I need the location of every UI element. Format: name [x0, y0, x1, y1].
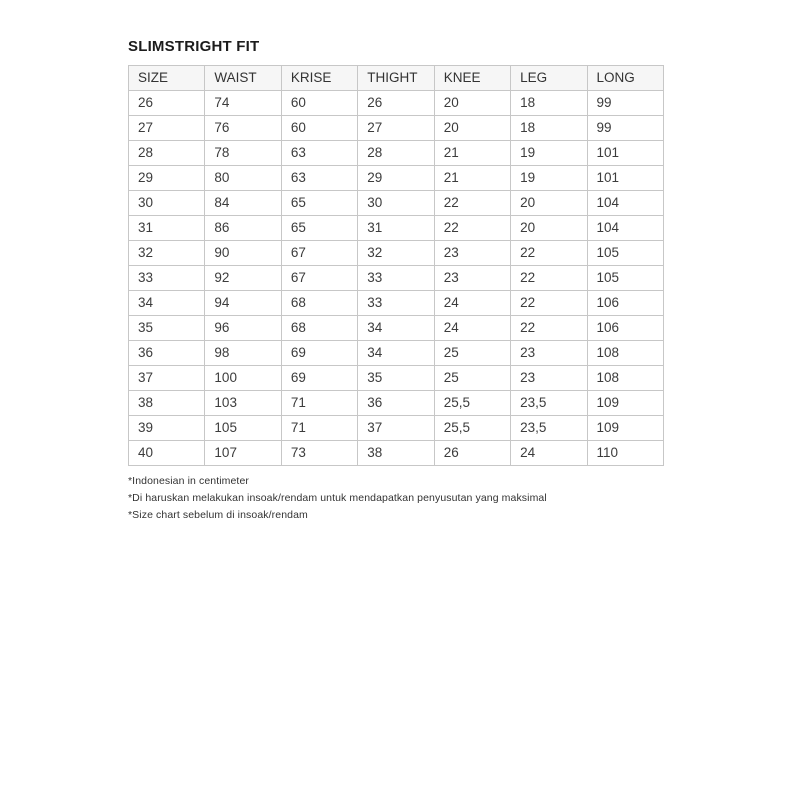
- table-cell: 36: [129, 341, 205, 366]
- table-row: [129, 166, 664, 191]
- table-row: [129, 241, 664, 266]
- table-cell: 99: [587, 116, 663, 141]
- table-row: [129, 441, 664, 466]
- table-row: [129, 266, 664, 291]
- table-cell: 99: [587, 91, 663, 116]
- table-cell: 27: [129, 116, 205, 141]
- table-cell: 68: [281, 291, 357, 316]
- table-cell: 106: [587, 291, 663, 316]
- table-row: [129, 391, 664, 416]
- footnote-units: *Indonesian in centimeter: [128, 475, 249, 487]
- table-cell: 33: [358, 291, 434, 316]
- table-cell: 26: [358, 91, 434, 116]
- table-header: [129, 66, 664, 91]
- table-row: [129, 91, 664, 116]
- table-cell: 67: [281, 241, 357, 266]
- table-cell: 39: [129, 416, 205, 441]
- table-cell: 60: [281, 91, 357, 116]
- table-cell: 100: [205, 366, 281, 391]
- table-cell: 92: [205, 266, 281, 291]
- table-cell: 108: [587, 366, 663, 391]
- table-cell: 21: [434, 166, 510, 191]
- table-cell: 104: [587, 216, 663, 241]
- table-cell: 108: [587, 341, 663, 366]
- table-cell: 69: [281, 366, 357, 391]
- table-cell: 90: [205, 241, 281, 266]
- table-cell: 20: [434, 116, 510, 141]
- table-cell: 105: [587, 241, 663, 266]
- table-cell: 101: [587, 141, 663, 166]
- table-cell: 109: [587, 416, 663, 441]
- table-cell: 24: [511, 441, 587, 466]
- column-header: SIZE: [129, 66, 205, 91]
- column-header: LONG: [587, 66, 663, 91]
- table-cell: 24: [434, 291, 510, 316]
- table-cell: 65: [281, 191, 357, 216]
- table-cell: 22: [511, 316, 587, 341]
- table-cell: 105: [587, 266, 663, 291]
- column-header: LEG: [511, 66, 587, 91]
- table-cell: 25,5: [434, 416, 510, 441]
- column-header: THIGHT: [358, 66, 434, 91]
- table-cell: 37: [129, 366, 205, 391]
- table-cell: 22: [511, 241, 587, 266]
- table-cell: 18: [511, 116, 587, 141]
- table-cell: 22: [434, 191, 510, 216]
- table-cell: 74: [205, 91, 281, 116]
- table-cell: 65: [281, 216, 357, 241]
- footnote-soak-instruction: *Di haruskan melakukan insoak/rendam untuk mendapatkan penyusutan yang maksimal: [128, 492, 547, 504]
- footnotes: [128, 475, 664, 521]
- table-cell: 106: [587, 316, 663, 341]
- table-cell: 25: [434, 366, 510, 391]
- table-cell: 35: [129, 316, 205, 341]
- table-cell: 40: [129, 441, 205, 466]
- table-cell: 96: [205, 316, 281, 341]
- table-cell: 18: [511, 91, 587, 116]
- table-cell: 109: [587, 391, 663, 416]
- table-cell: 25,5: [434, 391, 510, 416]
- column-header: WAIST: [205, 66, 281, 91]
- footnote-pre-soak: *Size chart sebelum di insoak/rendam: [128, 509, 308, 521]
- table-cell: 60: [281, 116, 357, 141]
- table-row: [129, 341, 664, 366]
- table-cell: 37: [358, 416, 434, 441]
- table-cell: 68: [281, 316, 357, 341]
- table-cell: 19: [511, 141, 587, 166]
- table-row: [129, 116, 664, 141]
- table-cell: 23: [434, 241, 510, 266]
- table-cell: 33: [129, 266, 205, 291]
- table-cell: 94: [205, 291, 281, 316]
- table-cell: 26: [129, 91, 205, 116]
- table-cell: 101: [587, 166, 663, 191]
- table-cell: 30: [358, 191, 434, 216]
- table-cell: 22: [434, 216, 510, 241]
- table-cell: 23: [434, 266, 510, 291]
- table-cell: 20: [434, 91, 510, 116]
- table-cell: 23: [511, 341, 587, 366]
- table-row: [129, 291, 664, 316]
- table-cell: 26: [434, 441, 510, 466]
- table-cell: 24: [434, 316, 510, 341]
- table-cell: 110: [587, 441, 663, 466]
- table-cell: 84: [205, 191, 281, 216]
- table-cell: 23,5: [511, 391, 587, 416]
- table-cell: 69: [281, 341, 357, 366]
- table-row: [129, 316, 664, 341]
- table-cell: 63: [281, 141, 357, 166]
- table-row: [129, 366, 664, 391]
- table-cell: 80: [205, 166, 281, 191]
- table-cell: 25: [434, 341, 510, 366]
- table-cell: 76: [205, 116, 281, 141]
- table-cell: 71: [281, 416, 357, 441]
- table-cell: 105: [205, 416, 281, 441]
- table-cell: 32: [129, 241, 205, 266]
- table-cell: 34: [358, 316, 434, 341]
- table-cell: 78: [205, 141, 281, 166]
- table-cell: 31: [358, 216, 434, 241]
- table-body: [129, 91, 664, 466]
- table-cell: 22: [511, 266, 587, 291]
- table-cell: 63: [281, 166, 357, 191]
- table-cell: 34: [129, 291, 205, 316]
- table-cell: 29: [129, 166, 205, 191]
- table-cell: 36: [358, 391, 434, 416]
- table-cell: 67: [281, 266, 357, 291]
- table-cell: 31: [129, 216, 205, 241]
- table-cell: 29: [358, 166, 434, 191]
- table-cell: 30: [129, 191, 205, 216]
- table-cell: 22: [511, 291, 587, 316]
- table-cell: 73: [281, 441, 357, 466]
- table-cell: 107: [205, 441, 281, 466]
- table-cell: 21: [434, 141, 510, 166]
- size-chart-table: [128, 65, 664, 466]
- table-row: [129, 141, 664, 166]
- table-cell: 104: [587, 191, 663, 216]
- table-cell: 27: [358, 116, 434, 141]
- table-row: [129, 216, 664, 241]
- table-cell: 23,5: [511, 416, 587, 441]
- table-cell: 20: [511, 191, 587, 216]
- table-row: [129, 416, 664, 441]
- table-cell: 28: [129, 141, 205, 166]
- table-header-row: [129, 66, 664, 91]
- page-title: SLIMSTRIGHT FIT: [128, 38, 260, 55]
- table-cell: 20: [511, 216, 587, 241]
- table-cell: 103: [205, 391, 281, 416]
- table-cell: 34: [358, 341, 434, 366]
- table-cell: 23: [511, 366, 587, 391]
- table-cell: 35: [358, 366, 434, 391]
- column-header: KNEE: [434, 66, 510, 91]
- table-cell: 32: [358, 241, 434, 266]
- size-chart-content: [128, 38, 664, 526]
- table-cell: 38: [358, 441, 434, 466]
- table-cell: 98: [205, 341, 281, 366]
- column-header: KRISE: [281, 66, 357, 91]
- table-cell: 71: [281, 391, 357, 416]
- table-cell: 33: [358, 266, 434, 291]
- table-cell: 28: [358, 141, 434, 166]
- table-cell: 86: [205, 216, 281, 241]
- table-cell: 19: [511, 166, 587, 191]
- table-cell: 38: [129, 391, 205, 416]
- table-row: [129, 191, 664, 216]
